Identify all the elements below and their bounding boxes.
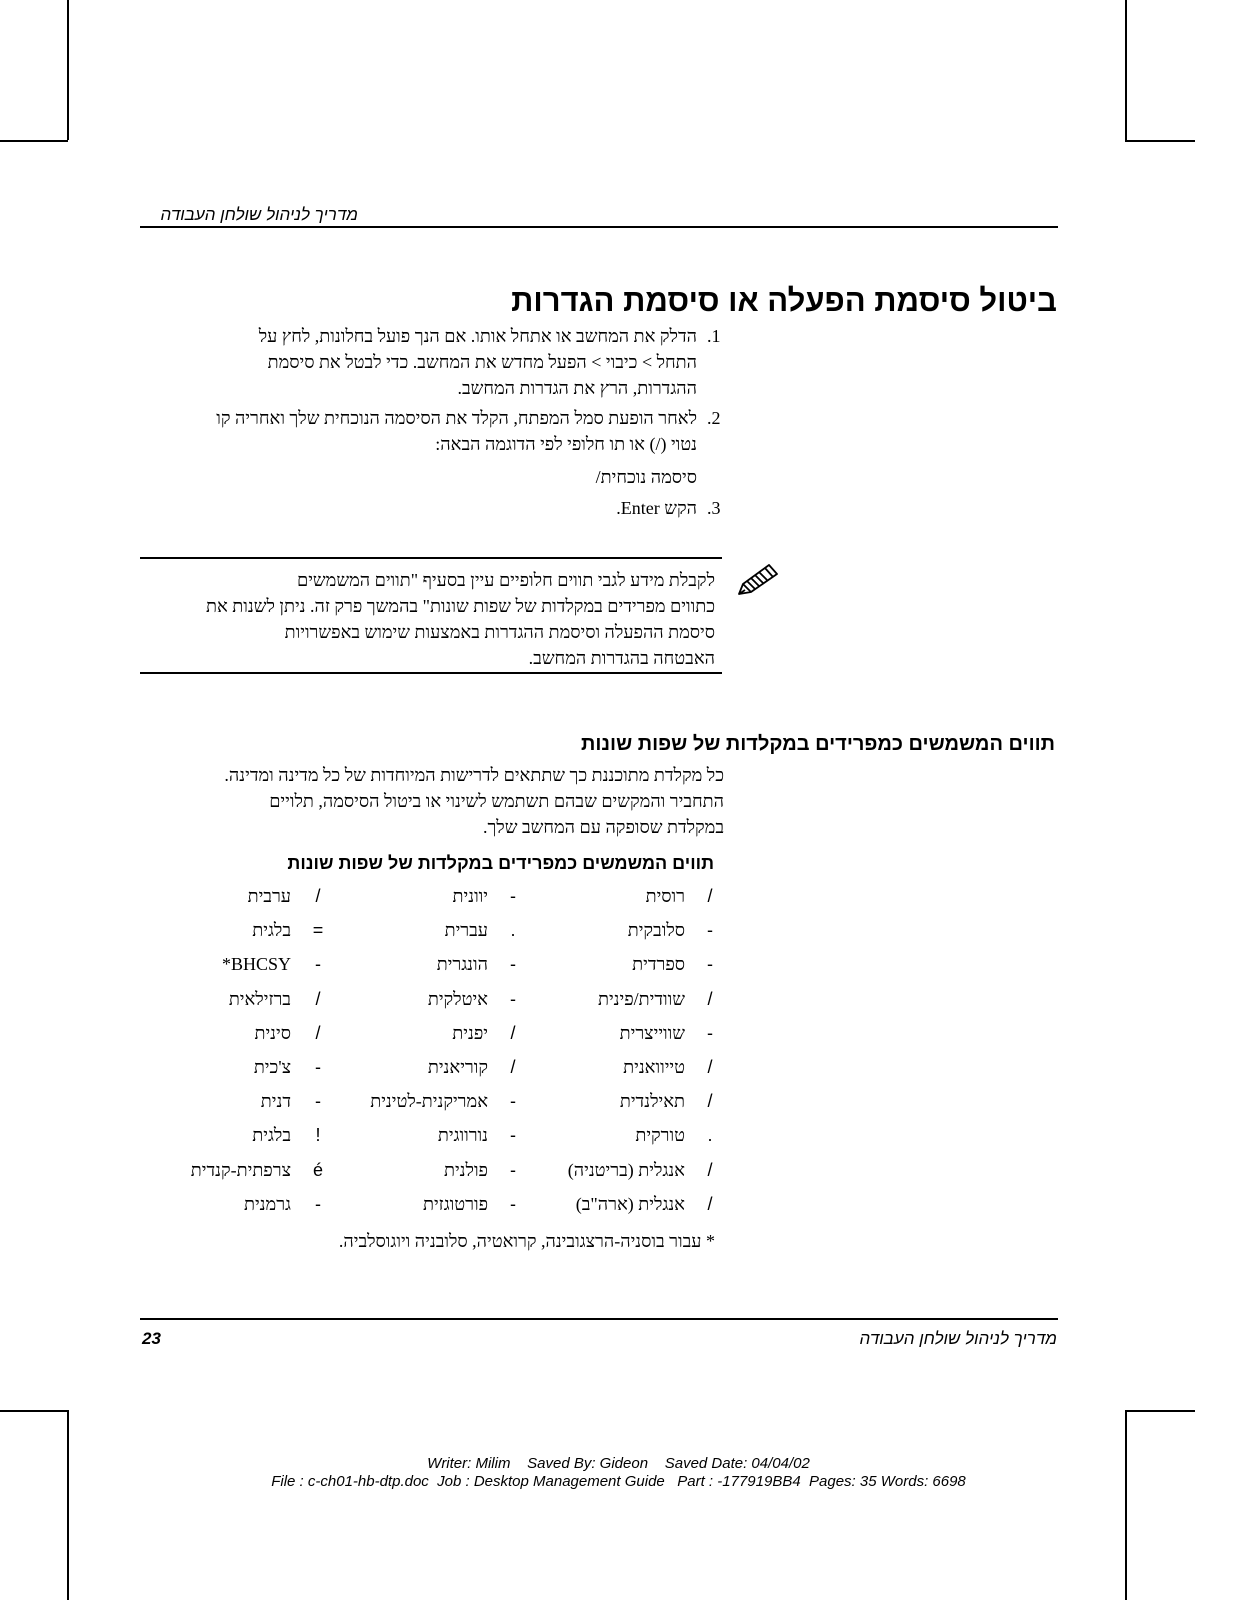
separator-symbol: - bbox=[510, 886, 516, 906]
separator-symbol: - bbox=[315, 954, 321, 975]
section2-line: במקלדת שסופקה עם המחשב שלך. bbox=[482, 817, 724, 837]
language-cell: סינית bbox=[254, 1022, 291, 1043]
language-cell: אנגלית (ארה"ב) bbox=[575, 1193, 685, 1214]
language-cell: אמריקנית-לטינית bbox=[370, 1091, 488, 1112]
step-line: הקש Enter. bbox=[616, 498, 697, 518]
separator-symbol: / bbox=[510, 1022, 516, 1043]
language-cell: פורטוגזית bbox=[422, 1193, 488, 1214]
step-item bbox=[57, 495, 697, 521]
step-line: ההגדרות, הרץ את הגדרות המחשב. bbox=[457, 378, 697, 398]
separator-symbol: . bbox=[707, 1125, 713, 1146]
separator-symbol: / bbox=[707, 886, 713, 906]
separator-symbol: - bbox=[315, 1091, 321, 1112]
language-cell: אנגלית (בריטניה) bbox=[567, 1159, 685, 1180]
language-cell: עברית bbox=[444, 920, 488, 941]
step-number: .3 bbox=[707, 498, 721, 518]
separator-symbol: / bbox=[707, 1057, 713, 1077]
pencil-icon bbox=[733, 560, 783, 600]
crop-mark-top-right-h bbox=[1125, 140, 1195, 142]
language-cell: שווייצרית bbox=[619, 1022, 685, 1043]
note-line: סיסמת ההפעלה וסיסמת ההגדרות באמצעות שימוש באפשרויות bbox=[284, 622, 715, 642]
separator-symbol: - bbox=[707, 920, 713, 941]
language-cell: שוודית/פינית bbox=[597, 988, 685, 1009]
note-top-rule bbox=[140, 557, 722, 559]
step-line: לאחר הופעת סמל המפתח, הקלד את הסיסמה הנוכחית שלך ואחריה קו bbox=[216, 408, 697, 428]
language-cell: ערבית bbox=[247, 886, 291, 906]
running-header: מדריך לניהול שולחן העבודה bbox=[160, 205, 358, 224]
language-cell: ספרדית bbox=[632, 954, 685, 975]
step-line: הדלק את המחשב או אתחל אותו. אם הנך פועל בחלונות, לחץ על bbox=[258, 326, 697, 346]
header-rule bbox=[140, 226, 1058, 228]
crop-mark-top-left-v bbox=[67, 0, 69, 140]
language-cell: יפנית bbox=[452, 1022, 488, 1043]
language-cell: בלגית bbox=[252, 1125, 291, 1146]
step-number: .2 bbox=[707, 408, 721, 428]
separator-symbol: - bbox=[510, 1091, 516, 1112]
crop-mark-top-left-h bbox=[0, 140, 68, 142]
separator-symbol: / bbox=[315, 988, 321, 1009]
language-cell: ברזילאית bbox=[228, 988, 291, 1009]
note-bottom-rule bbox=[140, 672, 722, 674]
crop-mark-bottom-left-h bbox=[0, 1410, 68, 1412]
step-item bbox=[57, 323, 697, 401]
crop-mark-bottom-right-h bbox=[1125, 1410, 1195, 1412]
language-cell: צרפתית-קנדית bbox=[190, 1159, 291, 1180]
step-item bbox=[57, 405, 697, 457]
section2-line: התחביר והמקשים שבהם תשתמש לשינוי או ביטול הסיסמה, תלויים bbox=[269, 791, 724, 811]
separator-symbol: - bbox=[707, 1022, 713, 1043]
crop-mark-top-right-v bbox=[1125, 0, 1127, 140]
note-line: לקבלת מידע לגבי תווים חלופיים עיין בסעיף "תווים המשמשים bbox=[296, 570, 715, 590]
section2-body bbox=[104, 762, 724, 840]
separator-symbol: - bbox=[315, 1057, 321, 1077]
separator-symbol: / bbox=[510, 1057, 516, 1077]
language-cell: טייוואנית bbox=[623, 1057, 685, 1077]
separator-symbol: / bbox=[707, 1193, 713, 1214]
separator-symbol: - bbox=[510, 954, 516, 975]
language-cell: סלובקית bbox=[627, 920, 685, 941]
footer-rule bbox=[140, 1318, 1058, 1320]
language-cell: דנית bbox=[260, 1091, 291, 1112]
section2-line: כל מקלדת מתוכננת כך שתתאים לדרישות המיוחדות של כל מדינה ומדינה. bbox=[224, 765, 724, 785]
separator-symbol: - bbox=[707, 954, 713, 975]
separator-symbol: é bbox=[312, 1159, 323, 1180]
note-line: האבטחה בהגדרות המחשב. bbox=[528, 648, 715, 668]
language-cell: גרמנית bbox=[243, 1193, 291, 1214]
section-title: ביטול סיסמת הפעלה או סיסמת הגדרות bbox=[511, 283, 1057, 318]
language-cell: תאילנדית bbox=[619, 1091, 685, 1112]
language-cell: BHCSY* bbox=[221, 954, 291, 975]
language-cell: פולנית bbox=[443, 1159, 488, 1180]
language-cell: צ'כית bbox=[253, 1057, 291, 1077]
note-text bbox=[115, 567, 715, 671]
separator-symbol: - bbox=[315, 1193, 321, 1214]
separator-symbol: / bbox=[315, 1022, 321, 1043]
separator-symbol: - bbox=[510, 1159, 516, 1180]
step-line: סיסמה נוכחית/ bbox=[595, 467, 697, 487]
language-cell: נורווגית bbox=[437, 1125, 488, 1146]
separator-symbol: - bbox=[510, 988, 516, 1009]
language-cell: רוסית bbox=[645, 886, 685, 906]
running-footer: מדריך לניהול שולחן העבודה bbox=[859, 1329, 1057, 1348]
separator-symbol: - bbox=[510, 1193, 516, 1214]
separator-symbol: - bbox=[510, 1125, 516, 1146]
crop-mark-bottom-right-v bbox=[1125, 1410, 1127, 1600]
language-cell: יוונית bbox=[452, 886, 488, 906]
separator-symbol: / bbox=[707, 988, 713, 1009]
separator-symbol: / bbox=[315, 886, 321, 906]
doc-meta-line2: File : c-ch01-hb-dtp.doc Job : Desktop Management Guide Part : -177919BB4 Pages: 35 Words: 6698 bbox=[271, 1473, 966, 1490]
language-cell: בלגית bbox=[252, 920, 291, 941]
language-cell: קוריאנית bbox=[427, 1057, 488, 1077]
separator-symbol: ! bbox=[315, 1125, 321, 1146]
note-line: כתווים מפרידים במקלדות של שפות שונות" בהמשך פרק זה. ניתן לשנות את bbox=[206, 596, 715, 616]
step-number: .1 bbox=[707, 326, 721, 346]
separator-symbol: . bbox=[510, 920, 516, 941]
separator-symbol: / bbox=[707, 1159, 713, 1180]
step-line: נטוי (/) או תו חלופי לפי הדוגמה הבאה: bbox=[435, 434, 697, 454]
table-footnote: * עבור בוסניה-הרצגובינה, קרואטיה, סלובניה ויוגוסלביה. bbox=[338, 1231, 715, 1251]
step-item bbox=[57, 464, 697, 490]
table-title: תווים המשמשים כמפרידים במקלדות של שפות שונות bbox=[287, 853, 714, 873]
language-cell: הונגרית bbox=[436, 954, 488, 975]
separator-symbol: / bbox=[707, 1091, 713, 1112]
section2-title: תווים המשמשים כמפרידים במקלדות של שפות שונות bbox=[581, 733, 1055, 755]
page-number: 23 bbox=[142, 1329, 161, 1348]
language-cell: טורקית bbox=[635, 1125, 685, 1146]
language-cell: איטלקית bbox=[427, 988, 488, 1009]
doc-meta-line1: Writer: Milim Saved By: Gideon Saved Date: 04/04/02 bbox=[427, 1455, 810, 1472]
crop-mark-bottom-left-v bbox=[67, 1410, 69, 1600]
step-line: התחל > כיבוי > הפעל מחדש את המחשב. כדי לבטל את סיסמת bbox=[267, 352, 697, 372]
separator-symbol: = bbox=[312, 920, 324, 941]
